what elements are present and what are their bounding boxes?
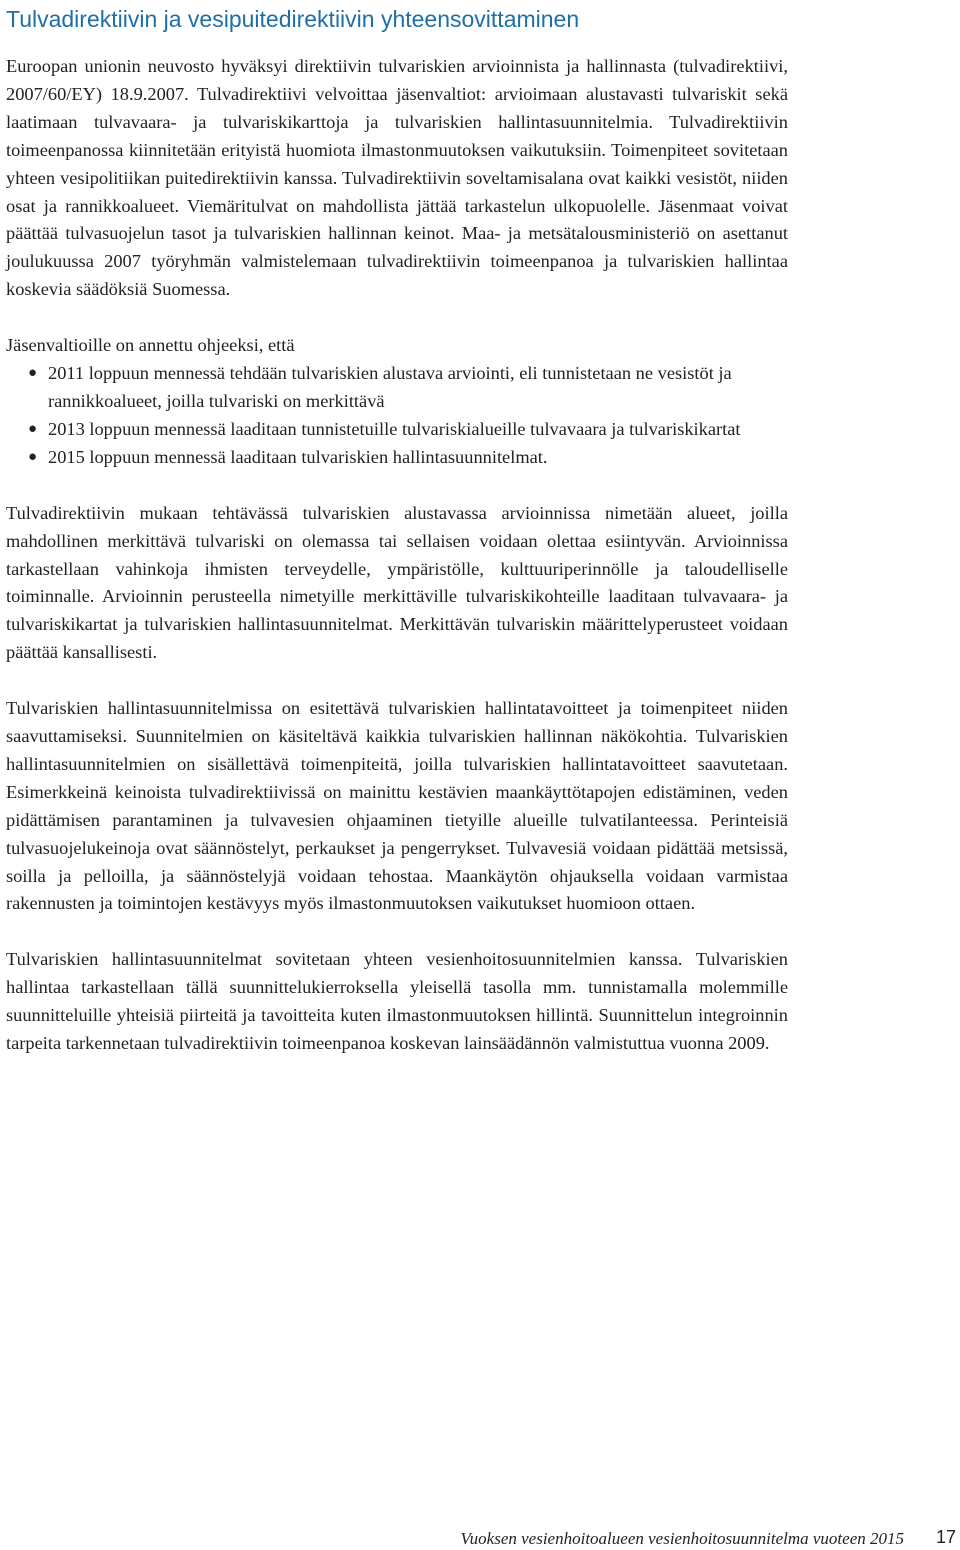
page-number: 17 — [935, 1527, 956, 1547]
bullet-dot-icon: ● — [28, 365, 38, 382]
page-heading: Tulvadirektiivin ja vesipuitedirektiivin yhteensovittaminen — [6, 6, 580, 32]
list-item — [6, 444, 788, 472]
list-item-text: 2015 loppuun mennessä laaditaan tulvariskien hallintasuunnitelmat. — [48, 446, 548, 467]
list-item-text: 2011 loppuun mennessä tehdään tulvariskien alustava arviointi, eli tunnistetaan ne vesistöt ja rannikkoalueet, joilla tulvariski on merkittävä — [48, 363, 732, 411]
body-text — [6, 53, 788, 1058]
list-item — [6, 360, 788, 416]
footer-title: Vuoksen vesienhoitoalueen vesienhoitosuunnitelma vuoteen 2015 — [460, 1529, 904, 1548]
paragraph-integration: Tulvariskien hallintasuunnitelmat sovitetaan yhteen vesienhoitosuunnitelmien kanssa. Tulvariskien hallintaa tarkastellaan tällä suunnittelukierroksella yleisellä tasolla mm. tunnistamalla molemmille suunnitteluille yhteisiä piirteitä ja tavoitteita kuten ilmastonmuutoksen hillintä. Suunnittelun integroinnin tarpeita tarkennetaan tulvadirektiivin toimeenpanoa koskevan lainsäädännön valmistuttua vuonna 2009. — [6, 949, 788, 1054]
paragraph-preliminary-assessment: Tulvadirektiivin mukaan tehtävässä tulvariskien alustavassa arvioinnissa nimetään alueet, joilla mahdollinen merkittävä tulvariski on olemassa tai sellaisen voidaan olettaa esiintyvän. Arvioinnissa tarkastellaan vahinkoja ihmisten terveydelle, ympäristölle, kulttuuriperinnölle ja taloudelliselle toiminnalle. Arvioinnin perusteella nimetyille merkittäville tulvariskikohteille laaditaan tulvavaara- ja tulvariskikartat ja tulvariskien hallintasuunnitelmat. Merkittävän tulvariskin määrittelyperusteet voidaan päättää kansallisesti. — [6, 502, 788, 663]
bullet-dot-icon: ● — [28, 448, 38, 465]
deadline-list — [6, 360, 788, 472]
bullet-dot-icon: ● — [28, 420, 38, 437]
page-footer — [0, 1528, 960, 1550]
paragraph-directive-intro: Euroopan unionin neuvosto hyväksyi direktiivin tulvariskien arvioinnista ja hallinnasta (tulvadirektiivi, 2007/60/EY) 18.9.2007. Tulvadirektiivi velvoittaa jäsenvaltiot: arvioimaan alustavasti tulvariskit sekä laatimaan tulvavaara- ja tulvariskikarttoja ja tulvariskien hallintasuunnitelmia. Tulvadirektiivin toimeenpanossa kiinnitetään erityistä huomiota ilmastonmuutoksen vaikutuksiin. Toimenpiteet sovitetaan yhteen vesipolitiikan puitedirektiivin kanssa. Tulvadirektiivin soveltamisalana ovat kaikki vesistöt, niiden osat ja rannikkoalueet. Viemäritulvat on mahdollista jättää tarkastelun ulkopuolelle. Jäsenmaat voivat päättää tulvasuojelun tasot ja tulvariskien hallinnan keinot. Maa- ja metsätalousministeriö on asettanut joulukuussa 2007 työryhmän valmistelemaan tulvadirektiivin toimeenpanoa ja tulvariskien hallintaa koskevia säädöksiä Suomessa. — [6, 56, 788, 300]
paragraph-member-states-instruction: Jäsenvaltioille on annettu ohjeeksi, että — [6, 335, 295, 356]
list-item-text: 2013 loppuun mennessä laaditaan tunnistetuille tulvariskialueille tulvavaara ja tulvariskikartat — [48, 418, 741, 439]
paragraph-management-plans: Tulvariskien hallintasuunnitelmissa on esitettävä tulvariskien hallintatavoitteet ja toimenpiteet niiden saavuttamiseksi. Suunnitelmien on käsiteltävä kaikkia tulvariskien hallinnan näkökohtia. Tulvariskien hallintasuunnitelmien on sisällettävä toimenpiteitä, joilla tulvariskien hallintatavoitteet saavutetaan. Esimerkkeinä keinoista tulvadirektiivissä on mainittu kestävien maankäyttötapojen edistäminen, veden pidättämisen parantaminen ja tulvavesien ohjaaminen tietyille alueille tulvatilanteessa. Perinteisiä tulvasuojelukeinoja ovat säännöstelyt, perkaukset ja pengerrykset. Tulvavesiä voidaan pidättää metsissä, soilla ja pelloilla, ja säännöstelyjä voidaan tehostaa. Maankäytön ohjauksella voidaan varmistaa rakennusten ja toimintojen kestävyys myös ilmastonmuutoksen vaikutukset huomioon ottaen. — [6, 698, 788, 914]
list-item — [6, 416, 788, 444]
